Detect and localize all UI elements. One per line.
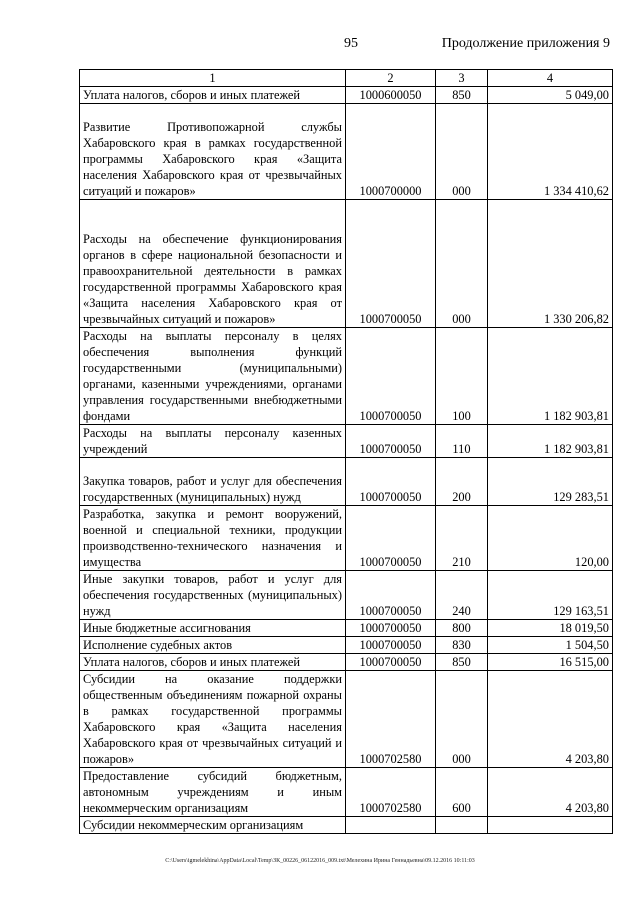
row-sum: 1 182 903,81 (488, 425, 613, 458)
table-row (80, 768, 613, 817)
row-csr: 1000700050 (346, 506, 436, 571)
row-name: Иные бюджетные ассигнования (80, 620, 346, 637)
row-sum (488, 817, 613, 834)
row-sum: 1 330 206,82 (488, 200, 613, 328)
row-vr: 850 (436, 654, 488, 671)
row-sum: 1 504,50 (488, 637, 613, 654)
row-name: Исполнение судебных актов (80, 637, 346, 654)
table-row (80, 104, 613, 200)
row-csr: 1000700000 (346, 104, 436, 200)
row-vr (436, 817, 488, 834)
row-csr: 1000700050 (346, 458, 436, 506)
row-vr: 000 (436, 671, 488, 768)
document-footer-path: C:\Users\igmelekhina\AppData\Local\Temp\ЗК_00226_06122016_009.txt\Мелехина Ирина Геннадьевна\09.12.2016 10:11:03 (165, 858, 475, 864)
row-sum: 4 203,80 (488, 671, 613, 768)
table-row (80, 671, 613, 768)
row-vr: 200 (436, 458, 488, 506)
row-name: Расходы на выплаты персоналу в целях обеспечения выполнения функций государственными (муниципальными) органами, казенными учреждениями, органами управления государственными внебюджетными фондами (80, 328, 346, 425)
row-vr: 800 (436, 620, 488, 637)
row-vr: 240 (436, 571, 488, 620)
row-vr: 600 (436, 768, 488, 817)
row-vr: 000 (436, 104, 488, 200)
column-numbers-row (80, 70, 613, 87)
table-row (80, 571, 613, 620)
row-vr: 830 (436, 637, 488, 654)
row-vr: 210 (436, 506, 488, 571)
row-csr: 1000700050 (346, 571, 436, 620)
row-name: Разработка, закупка и ремонт вооружений, военной и специальной техники, продукции производственно-технического назначения и имущества (80, 506, 346, 571)
row-csr: 1000700050 (346, 328, 436, 425)
page-number: 95 (344, 36, 358, 51)
row-csr: 1000700050 (346, 637, 436, 654)
table-row (80, 200, 613, 328)
table-row (80, 506, 613, 571)
row-name: Иные закупки товаров, работ и услуг для обеспечения государственных (муниципальных) нужд (80, 571, 346, 620)
row-sum: 4 203,80 (488, 768, 613, 817)
row-sum: 1 182 903,81 (488, 328, 613, 425)
column-number: 2 (346, 70, 436, 87)
row-sum: 18 019,50 (488, 620, 613, 637)
row-csr: 1000702580 (346, 671, 436, 768)
row-csr: 1000700050 (346, 425, 436, 458)
row-name: Расходы на обеспечение функционирования органов в сфере национальной безопасности и правоохранительной деятельности в рамках государственной программы Хабаровского края «Защита населения Хабаровского края от чрезвычайных ситуаций и пожаров» (80, 200, 346, 328)
row-name: Субсидии некоммерческим организациям (80, 817, 346, 834)
table-row (80, 328, 613, 425)
column-number: 3 (436, 70, 488, 87)
column-number: 1 (80, 70, 346, 87)
row-name: Уплата налогов, сборов и иных платежей (80, 654, 346, 671)
row-sum: 5 049,00 (488, 87, 613, 104)
table-row (80, 458, 613, 506)
table-row (80, 817, 613, 834)
row-name: Закупка товаров, работ и услуг для обеспечения государственных (муниципальных) нужд (80, 458, 346, 506)
row-csr: 1000702580 (346, 768, 436, 817)
row-csr: 1000700050 (346, 654, 436, 671)
table-row (80, 654, 613, 671)
row-sum: 129 283,51 (488, 458, 613, 506)
row-vr: 100 (436, 328, 488, 425)
row-sum: 16 515,00 (488, 654, 613, 671)
table-row (80, 637, 613, 654)
table-row (80, 87, 613, 104)
row-vr: 000 (436, 200, 488, 328)
page-header (0, 36, 640, 56)
row-csr: 1000700050 (346, 200, 436, 328)
row-name: Уплата налогов, сборов и иных платежей (80, 87, 346, 104)
row-name: Развитие Противопожарной службы Хабаровского края в рамках государственной программы Хабаровского края «Защита населения Хабаровского края от чрезвычайных ситуаций и пожаров» (80, 104, 346, 200)
continuation-note: Продолжение приложения 9 (441, 36, 610, 51)
row-csr (346, 817, 436, 834)
row-csr: 1000700050 (346, 620, 436, 637)
table-row (80, 620, 613, 637)
column-number: 4 (488, 70, 613, 87)
table-row (80, 425, 613, 458)
row-sum: 129 163,51 (488, 571, 613, 620)
row-csr: 1000600050 (346, 87, 436, 104)
row-vr: 850 (436, 87, 488, 104)
budget-table (79, 69, 613, 834)
row-sum: 1 334 410,62 (488, 104, 613, 200)
row-sum: 120,00 (488, 506, 613, 571)
row-name: Предоставление субсидий бюджетным, автономным учреждениям и иным некоммерческим организациям (80, 768, 346, 817)
row-name: Субсидии на оказание поддержки общественным объединениям пожарной охраны в рамках государственной программы Хабаровского края «Защита населения Хабаровского края от чрезвычайных ситуаций и пожаров» (80, 671, 346, 768)
row-name: Расходы на выплаты персоналу казенных учреждений (80, 425, 346, 458)
row-vr: 110 (436, 425, 488, 458)
